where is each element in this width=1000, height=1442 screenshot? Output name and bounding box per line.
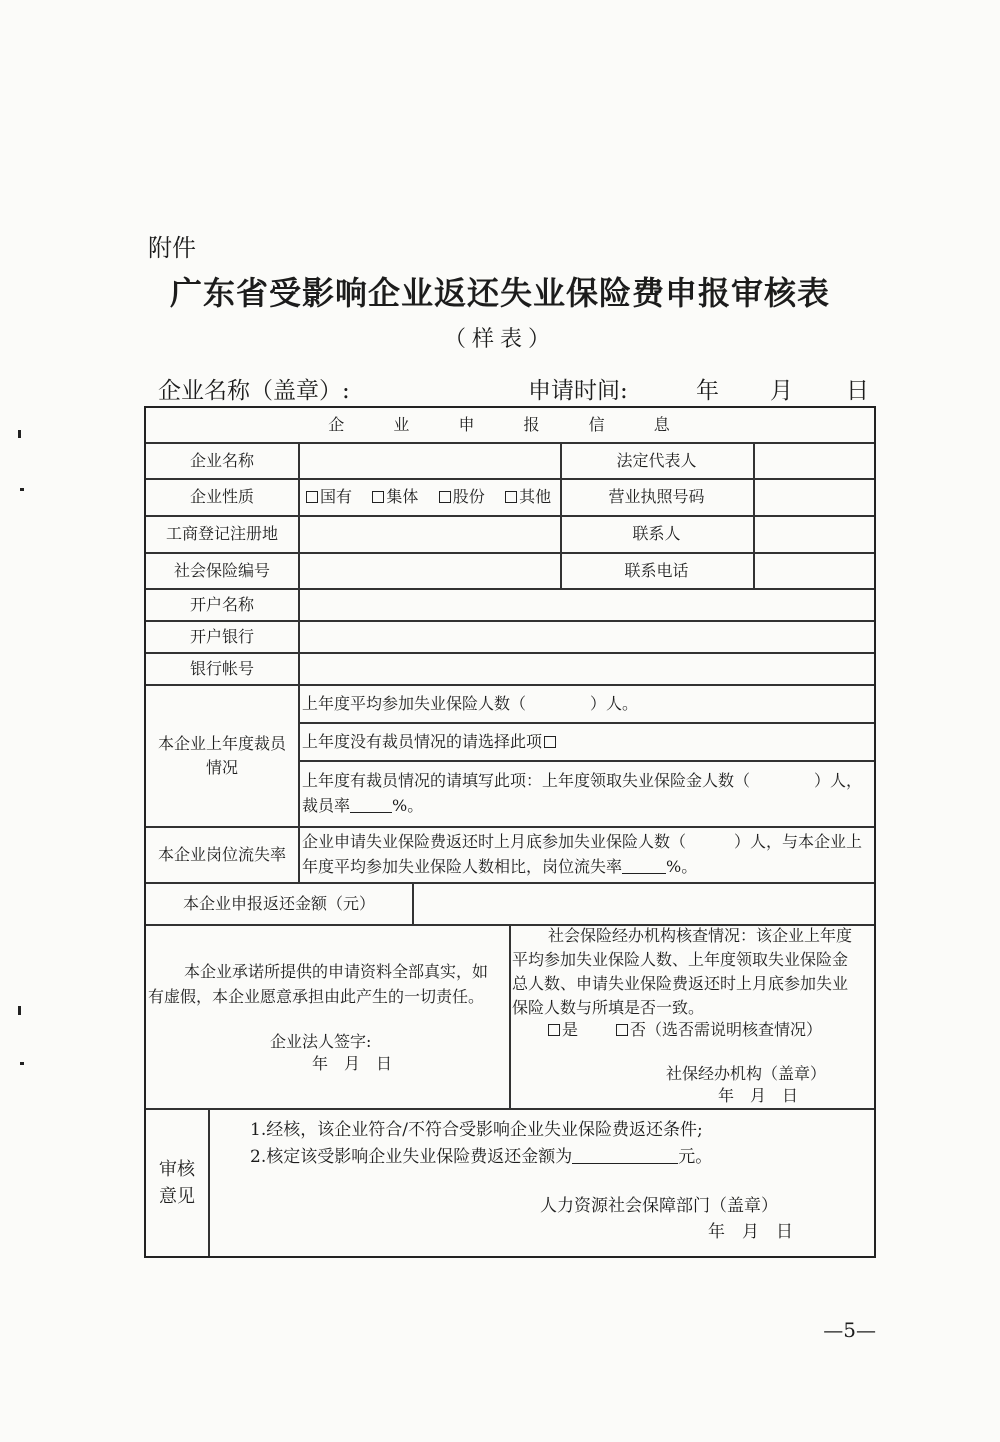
- turnover-rate-blank[interactable]: [622, 857, 666, 874]
- checkbox-icon[interactable]: [548, 1024, 560, 1036]
- agency-check-option-no[interactable]: 否（选否需说明核查情况）: [616, 1018, 822, 1042]
- layoff-label: 本企业上年度裁员情况: [157, 733, 286, 777]
- company-name-label: 企业名称: [189, 450, 254, 470]
- bank-field[interactable]: [300, 622, 872, 651]
- reg-place-label: 工商登记注册地: [165, 524, 278, 543]
- layoff-line1: 上年度平均参加失业保险人数（ ）人。: [302, 694, 639, 713]
- company-name-stamp-label: 企业名称（盖章）:: [158, 378, 350, 404]
- contact-label: 联系人: [632, 524, 681, 543]
- nature-option-state[interactable]: 国有: [306, 487, 352, 506]
- account-name-field[interactable]: [300, 590, 872, 619]
- company-nature-label: 企业性质: [189, 487, 254, 506]
- review-line1: 1.经核，该企业符合/不符合受影响企业失业保险费返还条件;: [250, 1120, 703, 1140]
- turnover-line1: 企业申请失业保险费返还时上月底参加失业保险人数（ ）人，与本企业上: [302, 832, 863, 851]
- scan-mark: [18, 1006, 21, 1015]
- layoff-line2: 上年度没有裁员情况的请选择此项: [302, 730, 558, 754]
- nature-option-collective[interactable]: 集体: [372, 487, 418, 506]
- reg-place-field[interactable]: [300, 517, 558, 551]
- ss-no-label: 社会保险编号: [173, 560, 270, 580]
- pledge-text-2: 有虚假，本企业愿意承担由此产生的一切责任。: [148, 987, 485, 1006]
- form-subtitle: （样表）: [443, 327, 556, 352]
- refund-amount-field[interactable]: [414, 884, 872, 923]
- license-no-field[interactable]: [755, 480, 872, 514]
- company-nature-options: [306, 485, 556, 509]
- legal-rep-label: 法定代表人: [616, 450, 697, 470]
- application-form-table: [144, 406, 876, 1258]
- review-label: 审核 意见: [159, 1158, 195, 1207]
- turnover-line2: 年度平均参加失业保险人数相比，岗位流失率 %。: [302, 857, 698, 876]
- agency-date: 年 月 日: [718, 1086, 799, 1105]
- turnover-label: 本企业岗位流失率: [157, 844, 286, 864]
- layoff-line3b: 裁员率 %。: [302, 796, 424, 815]
- nature-option-other[interactable]: 其他: [505, 487, 551, 506]
- agency-check-text-4: 保险人数与所填是否一致。: [512, 998, 705, 1017]
- review-date: 年 月 日: [708, 1222, 793, 1242]
- contact-field[interactable]: [755, 517, 872, 551]
- agency-check-option-yes[interactable]: 是: [548, 1018, 578, 1042]
- attachment-label: 附件: [148, 234, 196, 262]
- no-layoff-checkbox-icon[interactable]: [544, 736, 556, 748]
- agency-check-text-3: 总人数、申请失业保险费返还时上月底参加失业: [512, 974, 849, 993]
- pledge-text-1: 本企业承诺所提供的申请资料全部真实，如: [184, 962, 489, 981]
- review-dept-stamp: 人力资源社会保障部门（盖章）: [540, 1196, 778, 1216]
- agency-stamp-label: 社保经办机构（盖章）: [666, 1064, 827, 1083]
- company-name-field[interactable]: [300, 444, 558, 477]
- apply-year-label: 年: [696, 378, 719, 404]
- page-number: —5—: [823, 1318, 876, 1342]
- nature-option-joint-stock[interactable]: 股份: [439, 487, 485, 506]
- checkbox-icon[interactable]: [505, 491, 517, 503]
- scan-mark: [18, 430, 21, 438]
- legal-rep-field[interactable]: [755, 444, 872, 477]
- approved-amount-blank[interactable]: [572, 1147, 678, 1164]
- pledge-date: 年 月 日: [312, 1054, 393, 1073]
- checkbox-icon[interactable]: [439, 491, 451, 503]
- account-name-label: 开户名称: [189, 594, 254, 614]
- checkbox-icon[interactable]: [372, 491, 384, 503]
- pledge-signature: 企业法人签字:: [270, 1032, 372, 1051]
- phone-label: 联系电话: [624, 560, 689, 580]
- scan-mark: [20, 1062, 24, 1065]
- account-no-field[interactable]: [300, 654, 872, 683]
- checkbox-icon[interactable]: [616, 1024, 628, 1036]
- apply-month-label: 月: [770, 378, 793, 404]
- apply-day-label: 日: [846, 378, 869, 404]
- checkbox-icon[interactable]: [306, 491, 318, 503]
- layoff-line3a: 上年度有裁员情况的请填写此项：上年度领取失业保险金人数（ ）人，: [302, 771, 863, 790]
- account-no-label: 银行帐号: [189, 658, 254, 678]
- refund-amount-label: 本企业申报返还金额（元）: [182, 893, 375, 913]
- ss-no-field[interactable]: [300, 554, 558, 587]
- layoff-rate-blank[interactable]: [350, 796, 392, 813]
- agency-check-text-1: 社会保险经办机构核查情况：该企业上年度: [548, 926, 853, 945]
- scan-mark: [20, 488, 24, 491]
- bank-label: 开户银行: [189, 626, 254, 646]
- section-title: 企 业 申 报 信 息: [328, 415, 692, 434]
- form-title: 广东省受影响企业返还失业保险费申报审核表: [169, 274, 830, 312]
- agency-check-text-2: 平均参加失业保险人数、上年度领取失业保险金: [512, 950, 849, 969]
- review-line2: 2.核定该受影响企业失业保险费返还金额为 元。: [250, 1147, 713, 1167]
- apply-time-label: 申请时间:: [528, 378, 628, 404]
- phone-field[interactable]: [755, 554, 872, 587]
- license-no-label: 营业执照号码: [608, 487, 705, 506]
